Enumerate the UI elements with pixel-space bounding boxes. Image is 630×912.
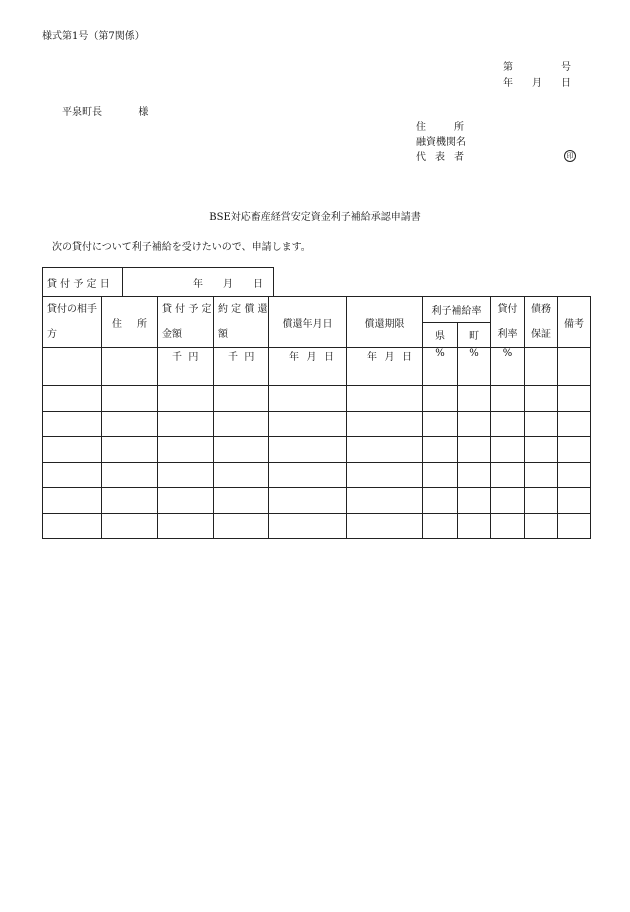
addressee	[62, 103, 148, 118]
header-subsidy-rate: 利子補給率	[423, 297, 491, 323]
cell-address[interactable]	[102, 348, 158, 386]
table-row	[43, 411, 591, 437]
seal-mark: 印	[564, 150, 576, 162]
table-row	[43, 513, 591, 539]
cell-repayment-amount[interactable]: 千 円	[214, 348, 269, 386]
table-row	[43, 488, 591, 514]
cell-town-rate[interactable]: %	[458, 348, 491, 386]
cell-prefecture-rate[interactable]: %	[423, 348, 458, 386]
header-repayment-period: 償還期限	[347, 297, 423, 348]
document-number	[503, 58, 571, 73]
cell-loan-rate[interactable]: %	[491, 348, 525, 386]
document-title: BSE対応畜産経営安定資金利子補給承認申請書	[209, 212, 421, 223]
intro-text: 次の貸付について利子補給を受けたいので、申請します。	[52, 242, 311, 253]
cell-loan-plan-amount[interactable]: 千 円	[158, 348, 214, 386]
number-prefix: 第	[503, 62, 513, 73]
schedule-month: 月	[223, 278, 233, 290]
loan-table	[42, 296, 591, 539]
table-row	[43, 437, 591, 463]
applicant-representative-row	[416, 148, 576, 163]
schedule-year: 年	[193, 278, 203, 290]
header-loan-rate: 貸付 利率	[491, 297, 525, 348]
header-town: 町	[458, 322, 491, 348]
schedule-table	[42, 267, 274, 297]
applicant-representative-label: 代 表 者	[416, 152, 464, 163]
table-row	[43, 348, 591, 386]
applicant-address-label: 住 所	[416, 122, 464, 133]
addressee-name: 平泉町長	[62, 107, 102, 118]
cell-repayment-period[interactable]: 年 月 日	[347, 348, 423, 386]
number-suffix: 号	[561, 62, 571, 73]
header-repayment-amount: 約 定 償 還 額	[214, 297, 269, 348]
header-prefecture: 県	[423, 322, 458, 348]
cell-remarks[interactable]	[558, 348, 591, 386]
addressee-honorific: 様	[138, 107, 149, 118]
table-row	[43, 462, 591, 488]
header-loan-plan-amount: 貸 付 予 定 金額	[158, 297, 214, 348]
cell-debt-guarantee[interactable]	[525, 348, 558, 386]
header-debt-guarantee: 債務 保証	[525, 297, 558, 348]
applicant-institution-label: 融資機関名	[416, 137, 466, 148]
cell-repayment-date[interactable]: 年 月 日	[269, 348, 347, 386]
header-borrower: 貸付の相手 方	[43, 297, 102, 348]
applicant-block	[416, 118, 576, 163]
header-address: 住 所	[102, 297, 158, 348]
date-year: 年	[503, 78, 513, 89]
form-number: 様式第1号（第7関係）	[42, 31, 145, 42]
schedule-day: 日	[253, 278, 263, 290]
header-repayment-date: 償還年月日	[269, 297, 347, 348]
table-row	[43, 386, 591, 412]
date-day: 日	[561, 78, 571, 89]
header-remarks: 備考	[558, 297, 591, 348]
schedule-date-field[interactable]	[123, 268, 274, 297]
date-month: 月	[532, 78, 542, 89]
cell-borrower[interactable]	[43, 348, 102, 386]
document-date	[503, 74, 571, 89]
schedule-label: 貸 付 予 定 日	[43, 268, 123, 297]
